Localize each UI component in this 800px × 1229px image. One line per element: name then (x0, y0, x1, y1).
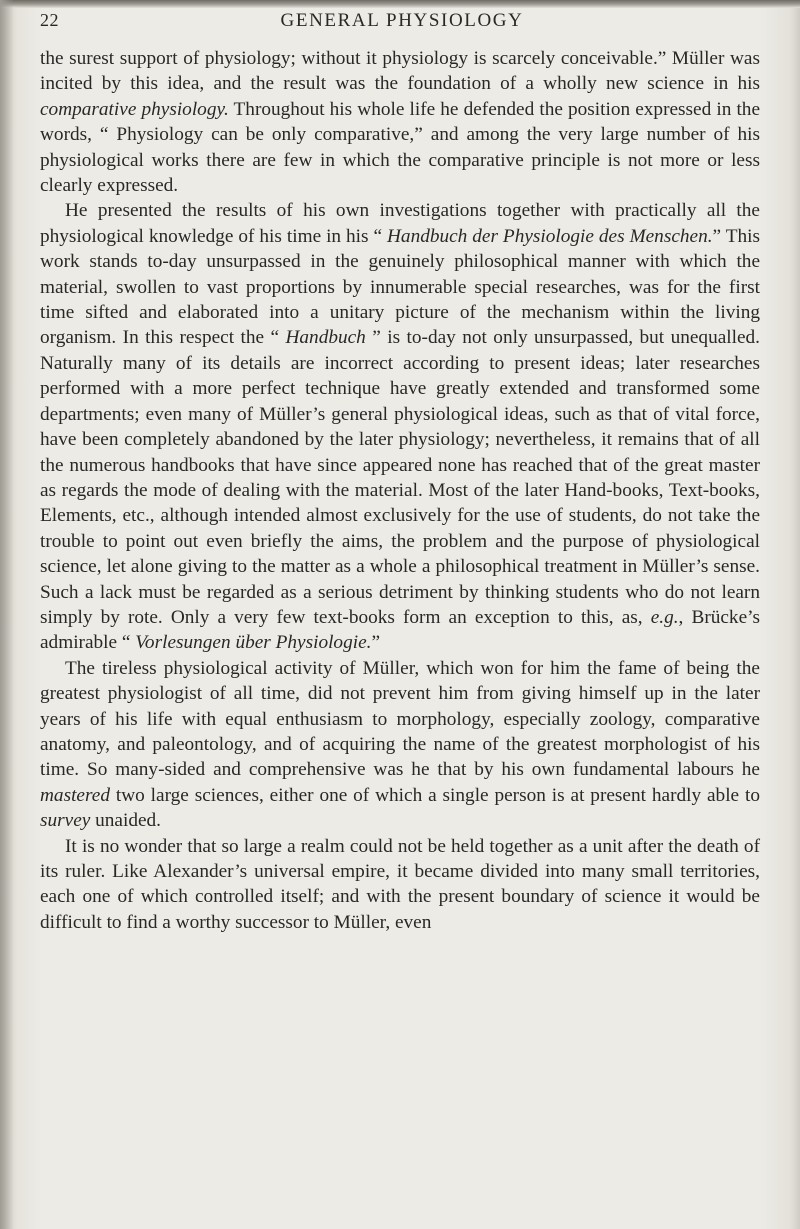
page-header (40, 4, 760, 38)
text-run: ” is to-day not only unsurpassed, but unequalled. Naturally many of its details are incorrect according to present ideas; later researches performed with a more perfect technique have greatly extended and transformed some departments; even many of Müller’s general physiological ideas, such as that of vital force, have been completely abandoned by the later physiology; nevertheless, it remains that of all the numerous handbooks that have since appeared none has reached that of the great master as regards the mode of dealing with the material. Most of the later Hand-books, Text-books, Elements, etc., although intended almost exclusively for the use of students, do not take the trouble to point out even briefly the aims, the problem and the purpose of physiological science, let alone giving to the matter as a whole a philosophical treatment in Müller’s sense. Such a lack must be regarded as a serious detriment by thinking students who do not learn simply by rote. Only a very few text-books form an exception to this, as, (40, 327, 761, 628)
text-run: the surest support of physiology; without it physiology is scarcely conceivable.” Müller was incited by this idea, and the result was the foundation of a wholly new science in his (40, 48, 760, 95)
italic-text: Handbuch der Physiologie des Menschen. (387, 225, 713, 247)
italic-text: e.g. (650, 606, 679, 628)
text-run: two large sciences, either one of which a single person is at present hardly able to (109, 784, 760, 806)
text-run: ” (371, 632, 381, 654)
paragraph-2 (40, 198, 760, 655)
running-title: GENERAL PHYSIOLOGY (280, 10, 524, 31)
paragraph-1 (40, 46, 760, 198)
italic-text: comparative physiology. (40, 98, 229, 120)
italic-text: survey (40, 810, 91, 832)
italic-text: Handbuch (285, 327, 366, 349)
text-run: Throughout his whole life he defended the position expressed in the words, “ Physiology can be only comparative,” and among the very large number of his physiological works there are few in which the comparative principle is not more or less clearly expressed. (40, 98, 760, 197)
italic-text: Vorlesungen über Physiologie. (135, 632, 372, 654)
italic-text: mastered (40, 784, 110, 806)
text-run: ” This work stands to-day unsurpassed in the genuinely philosophical manner with which the material, swollen to vast proportions by innumerable special researches, was for the first time sifted and elaborated into a unitary picture of the mechanism within the living organism. In this respect the “ (40, 225, 760, 349)
paragraph-4 (40, 834, 760, 936)
text-run: He presented the results of his own investigations together with practically all the physiological knowledge of his time in his “ (40, 200, 760, 247)
gutter-shadow (0, 0, 14, 1229)
text-run: , Brücke’s admirable “ (40, 606, 760, 654)
text-run: It is no wonder that so large a realm could not be held together as a unit after the death of its ruler. Like Alexander’s universal empire, it became divided into many small territories, each one of which controlled itself; and with the present boundary of science it would be difficult to find a worthy successor to Müller, even (40, 835, 760, 933)
page-number: 22 (40, 10, 59, 30)
body-text (40, 46, 760, 935)
text-run: The tireless physiological activity of Müller, which won for him the fame of being the greatest physiologist of all time, did not prevent him from giving himself up in the later years of his life with equal enthusiasm to morphology, especially zoology, comparative anatomy, and paleontology, and of acquiring the name of the greatest morphologist of his time. So many-sided and comprehensive was he that by his own fundamental labours he (40, 657, 760, 781)
paragraph-3 (40, 656, 760, 834)
text-run: unaided. (90, 810, 162, 832)
